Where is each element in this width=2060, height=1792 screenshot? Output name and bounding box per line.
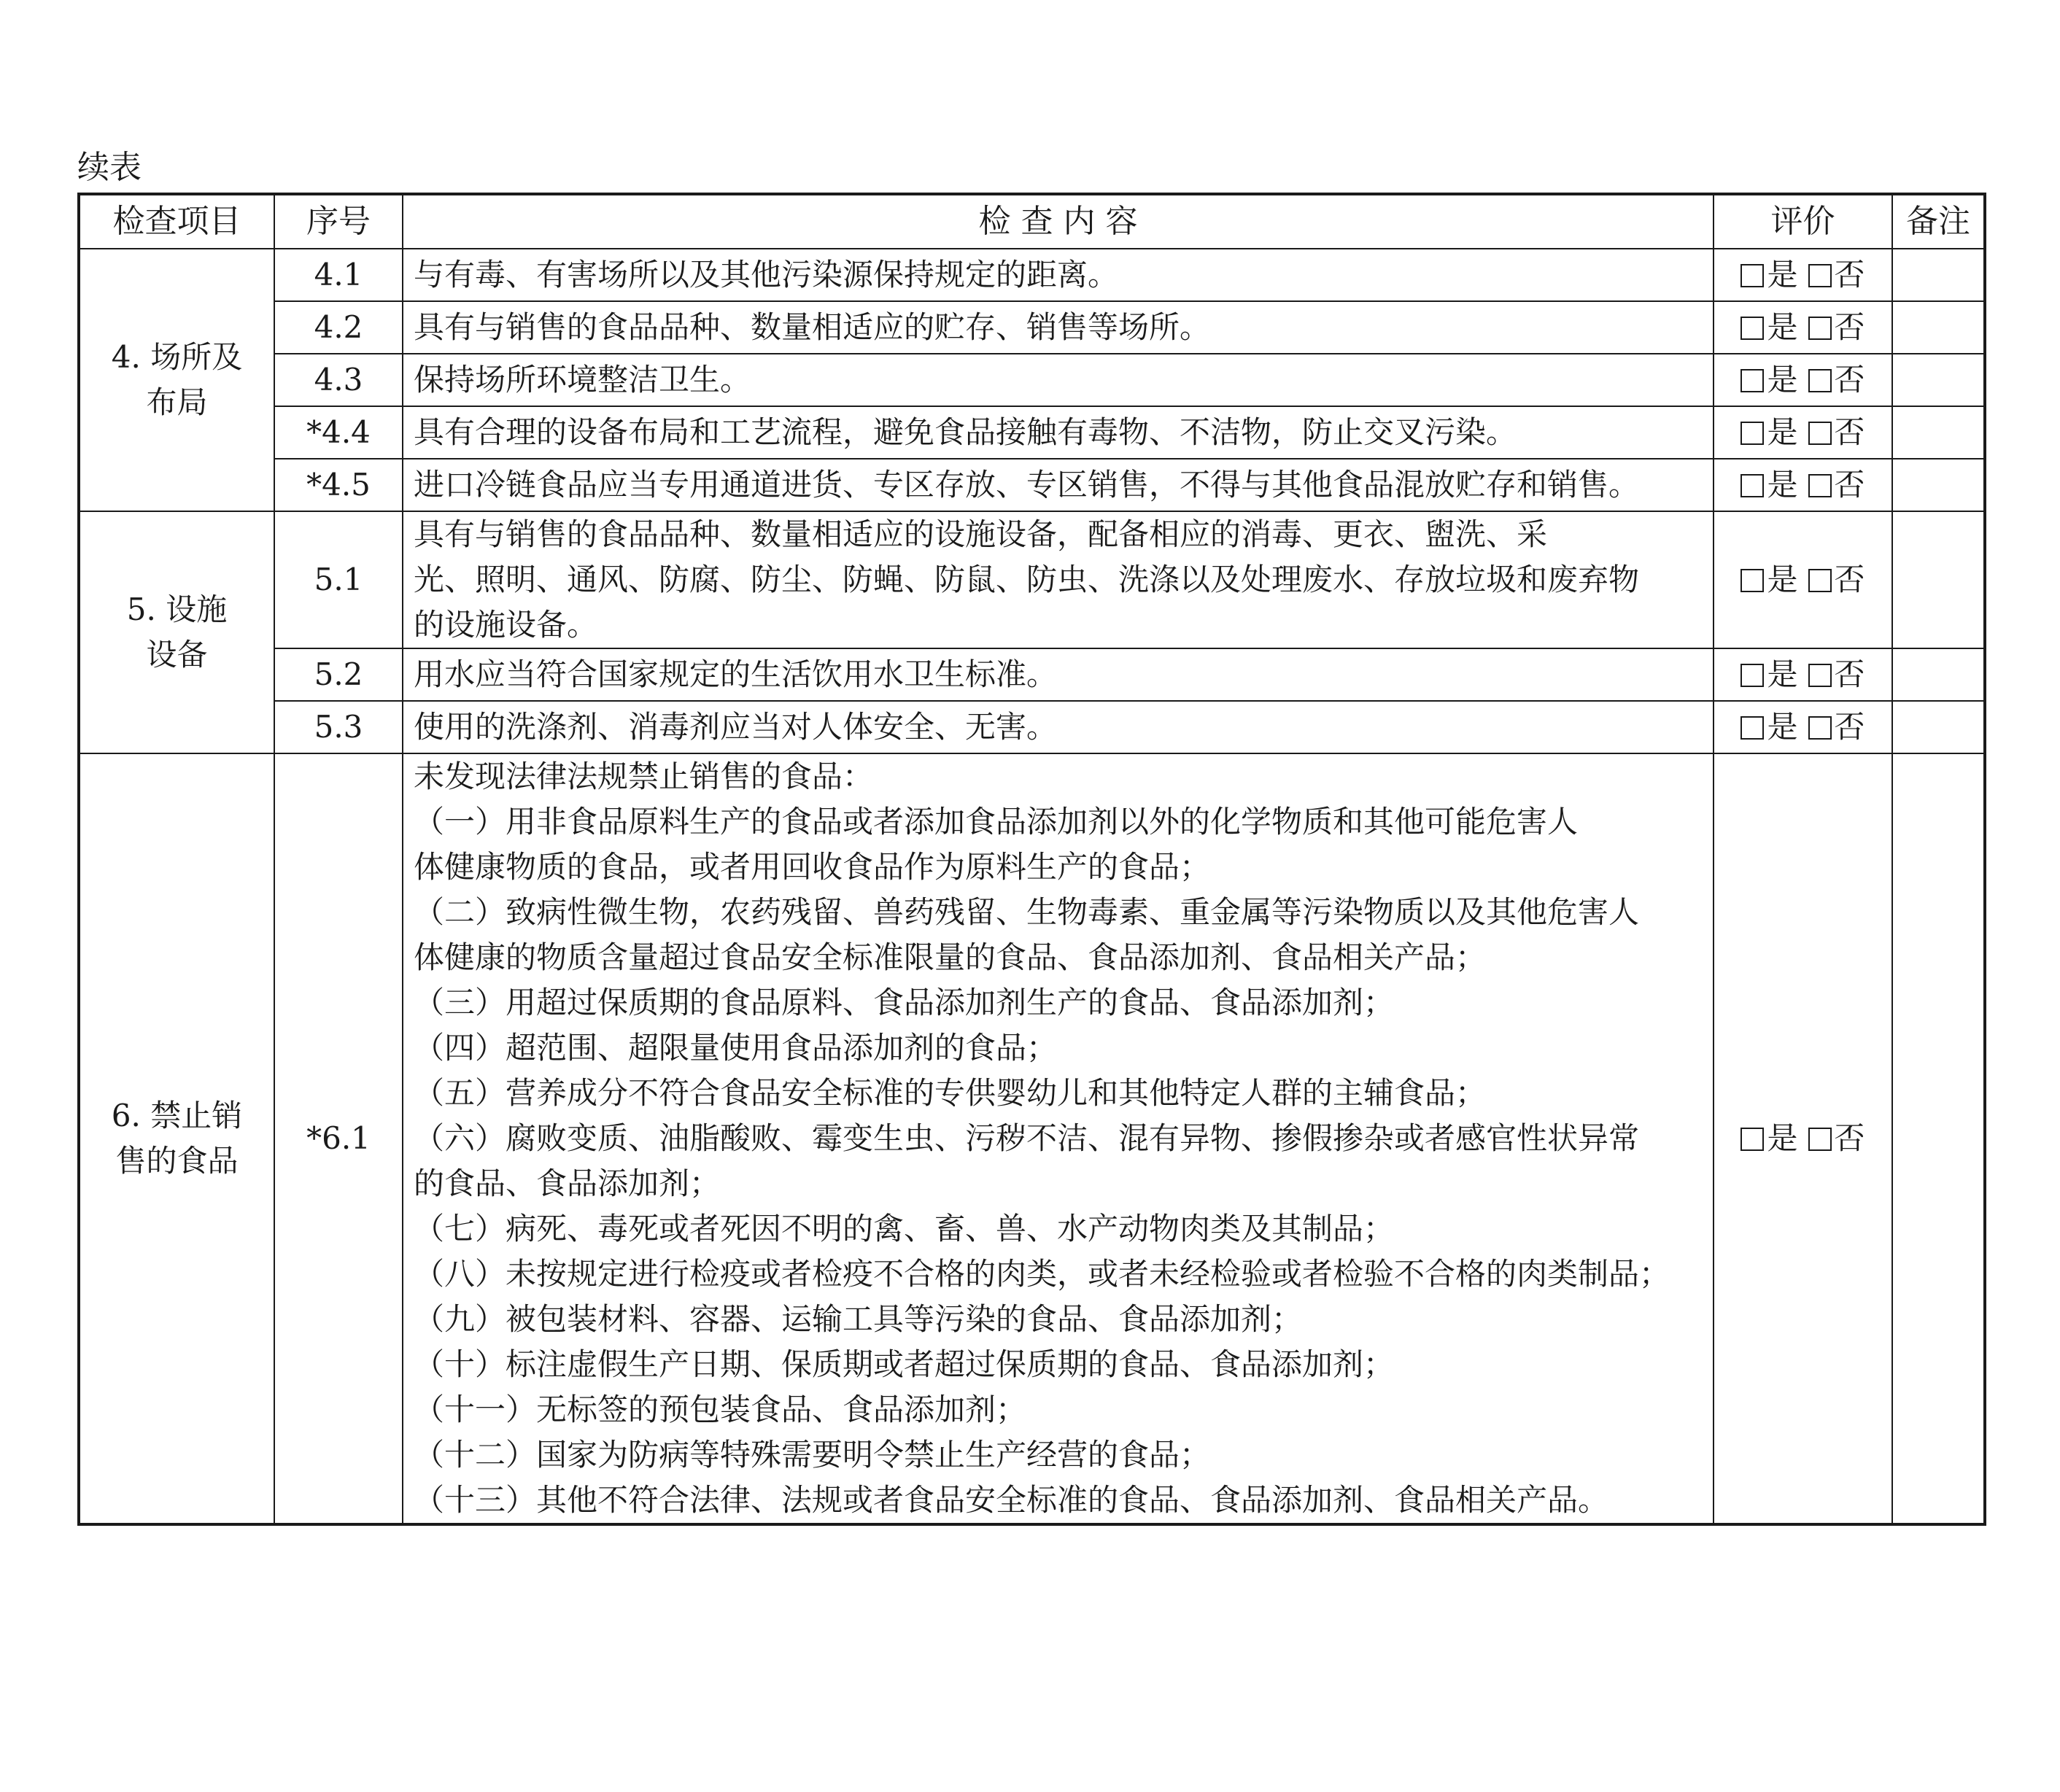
table-row [79, 249, 1985, 301]
header-number: 序号 [274, 194, 403, 249]
category-label: 6. 禁止销 [111, 1098, 243, 1133]
table-row [79, 301, 1985, 354]
no-label: 否 [1834, 562, 1865, 597]
table-row [79, 511, 1985, 648]
item-number: 5.3 [274, 701, 403, 753]
category-label: 售的食品 [115, 1143, 239, 1179]
yes-option[interactable] [1740, 357, 1797, 403]
table-row [79, 648, 1985, 701]
no-checkbox[interactable] [1808, 474, 1832, 497]
no-option[interactable] [1808, 252, 1865, 298]
item-number: 5.1 [274, 511, 403, 648]
remark-cell[interactable] [1892, 753, 1985, 1524]
yes-option[interactable] [1740, 462, 1797, 508]
yes-label: 是 [1767, 257, 1798, 292]
item-content [403, 511, 1714, 648]
item-content [403, 459, 1714, 511]
content-line: 体健康物质的食品，或者用回收食品作为原料生产的食品； [414, 849, 1211, 885]
no-checkbox[interactable] [1808, 317, 1832, 340]
item-content [403, 301, 1714, 354]
category-cell [79, 249, 274, 511]
item-content [403, 354, 1714, 406]
no-label: 否 [1834, 709, 1865, 745]
content-line: （五）营养成分不符合食品安全标准的专供婴幼儿和其他特定人群的主辅食品； [414, 1075, 1487, 1111]
no-option[interactable] [1808, 410, 1865, 455]
no-checkbox[interactable] [1808, 664, 1832, 687]
header-category: 检查项目 [79, 194, 274, 249]
category-label: 设备 [146, 637, 208, 672]
item-number: 5.2 [274, 648, 403, 701]
evaluation-cell [1714, 301, 1892, 354]
yes-checkbox[interactable] [1740, 422, 1764, 445]
item-number: 4.1 [274, 249, 403, 301]
yes-label: 是 [1767, 709, 1798, 745]
header-remark: 备注 [1892, 194, 1985, 249]
no-label: 否 [1834, 309, 1865, 345]
remark-cell[interactable] [1892, 406, 1985, 459]
item-number: *4.5 [274, 459, 403, 511]
inspection-table [77, 193, 1986, 1526]
content-line: （十一）无标签的预包装食品、食品添加剂； [414, 1392, 1027, 1427]
yes-option[interactable] [1740, 652, 1797, 697]
item-content [403, 701, 1714, 753]
content-line: 保持场所环境整洁卫生。 [414, 362, 751, 397]
yes-checkbox[interactable] [1740, 569, 1764, 592]
table-header-row [79, 194, 1985, 249]
item-content [403, 406, 1714, 459]
content-line: （三）用超过保质期的食品原料、食品添加剂生产的食品、食品添加剂； [414, 985, 1395, 1020]
content-line: 用水应当符合国家规定的生活饮用水卫生标准。 [414, 656, 1058, 692]
yes-checkbox[interactable] [1740, 474, 1764, 497]
content-line: 具有与销售的食品品种、数量相适应的贮存、销售等场所。 [414, 309, 1211, 345]
content-line: 光、照明、通风、防腐、防尘、防蝇、防鼠、防虫、洗涤以及处理废水、存放垃圾和废弃物 [414, 562, 1640, 597]
yes-option[interactable] [1740, 252, 1797, 298]
evaluation-cell [1714, 701, 1892, 753]
no-option[interactable] [1808, 305, 1865, 350]
remark-cell[interactable] [1892, 701, 1985, 753]
content-line: （十三）其他不符合法律、法规或者食品安全标准的食品、食品添加剂、食品相关产品。 [414, 1482, 1609, 1518]
evaluation-cell [1714, 753, 1892, 1524]
evaluation-cell [1714, 459, 1892, 511]
content-line: 使用的洗涤剂、消毒剂应当对人体安全、无害。 [414, 709, 1058, 745]
no-option[interactable] [1808, 1116, 1865, 1161]
no-checkbox[interactable] [1808, 264, 1832, 287]
yes-checkbox[interactable] [1740, 369, 1764, 392]
no-checkbox[interactable] [1808, 369, 1832, 392]
no-label: 否 [1834, 257, 1865, 292]
no-checkbox[interactable] [1808, 569, 1832, 592]
no-checkbox[interactable] [1808, 1128, 1832, 1151]
evaluation-cell [1714, 511, 1892, 648]
no-option[interactable] [1808, 705, 1865, 750]
yes-checkbox[interactable] [1740, 664, 1764, 687]
yes-checkbox[interactable] [1740, 716, 1764, 740]
table-row [79, 459, 1985, 511]
yes-option[interactable] [1740, 1116, 1797, 1161]
category-label: 5. 设施 [126, 591, 228, 627]
table-row [79, 753, 1985, 1524]
no-label: 否 [1834, 1120, 1865, 1156]
content-line: 具有与销售的食品品种、数量相适应的设施设备，配备相应的消毒、更衣、盥洗、采 [414, 516, 1548, 552]
content-line: （二）致病性微生物，农药残留、兽药残留、生物毒素、重金属等污染物质以及其他危害人 [414, 894, 1640, 930]
header-evaluation: 评价 [1714, 194, 1892, 249]
content-line: 未发现法律法规禁止销售的食品： [414, 759, 874, 794]
content-line: 体健康的物质含量超过食品安全标准限量的食品、食品添加剂、食品相关产品； [414, 939, 1487, 975]
no-option[interactable] [1808, 357, 1865, 403]
no-option[interactable] [1808, 652, 1865, 697]
table-row [79, 354, 1985, 406]
yes-option[interactable] [1740, 410, 1797, 455]
remark-cell[interactable] [1892, 249, 1985, 301]
no-label: 否 [1834, 414, 1865, 450]
table-row [79, 701, 1985, 753]
yes-label: 是 [1767, 362, 1798, 397]
yes-label: 是 [1767, 467, 1798, 503]
yes-checkbox[interactable] [1740, 317, 1764, 340]
content-line: 与有毒、有害场所以及其他污染源保持规定的距离。 [414, 257, 1119, 292]
remark-cell[interactable] [1892, 648, 1985, 701]
yes-label: 是 [1767, 656, 1798, 692]
content-line: 具有合理的设备布局和工艺流程，避免食品接触有毒物、不洁物，防止交叉污染。 [414, 414, 1517, 450]
table-row [79, 406, 1985, 459]
no-checkbox[interactable] [1808, 422, 1832, 445]
content-line: （九）被包装材料、容器、运输工具等污染的食品、食品添加剂； [414, 1301, 1303, 1337]
yes-label: 是 [1767, 309, 1798, 345]
remark-cell[interactable] [1892, 301, 1985, 354]
content-line: （十）标注虚假生产日期、保质期或者超过保质期的食品、食品添加剂； [414, 1346, 1395, 1382]
content-line: 的设施设备。 [414, 607, 598, 643]
item-content [403, 648, 1714, 701]
category-cell [79, 753, 274, 1524]
remark-cell[interactable] [1892, 354, 1985, 406]
yes-option[interactable] [1740, 705, 1797, 750]
evaluation-cell [1714, 648, 1892, 701]
remark-cell[interactable] [1892, 511, 1985, 648]
yes-option[interactable] [1740, 557, 1797, 602]
item-number: 4.2 [274, 301, 403, 354]
table-caption: 续表 [77, 149, 142, 186]
category-label: 布局 [146, 384, 208, 420]
item-content [403, 753, 1714, 1524]
no-label: 否 [1834, 467, 1865, 503]
yes-checkbox[interactable] [1740, 264, 1764, 287]
yes-label: 是 [1767, 1120, 1798, 1156]
item-number: *6.1 [274, 753, 403, 1524]
item-number: *4.4 [274, 406, 403, 459]
yes-label: 是 [1767, 562, 1798, 597]
item-content [403, 249, 1714, 301]
evaluation-cell [1714, 406, 1892, 459]
no-label: 否 [1834, 656, 1865, 692]
category-label: 4. 场所及 [111, 339, 243, 375]
item-number: 4.3 [274, 354, 403, 406]
remark-cell[interactable] [1892, 459, 1985, 511]
header-content: 检 查 内 容 [403, 194, 1714, 249]
content-line: （十二）国家为防病等特殊需要明令禁止生产经营的食品； [414, 1437, 1211, 1473]
content-line: 的食品、食品添加剂； [414, 1165, 721, 1201]
content-line: （六）腐败变质、油脂酸败、霉变生虫、污秽不洁、混有异物、掺假掺杂或者感官性状异常 [414, 1120, 1640, 1156]
evaluation-cell [1714, 354, 1892, 406]
no-checkbox[interactable] [1808, 716, 1832, 740]
evaluation-cell [1714, 249, 1892, 301]
yes-checkbox[interactable] [1740, 1128, 1764, 1151]
no-option[interactable] [1808, 557, 1865, 602]
content-line: （四）超范围、超限量使用食品添加剂的食品； [414, 1030, 1058, 1066]
category-cell [79, 511, 274, 753]
yes-option[interactable] [1740, 305, 1797, 350]
content-line: 进口冷链食品应当专用通道进货、专区存放、专区销售，不得与其他食品混放贮存和销售。 [414, 467, 1640, 503]
content-line: （八）未按规定进行检疫或者检疫不合格的肉类，或者未经检验或者检验不合格的肉类制品； [414, 1256, 1670, 1292]
no-option[interactable] [1808, 462, 1865, 508]
no-label: 否 [1834, 362, 1865, 397]
content-line: （七）病死、毒死或者死因不明的禽、畜、兽、水产动物肉类及其制品； [414, 1211, 1395, 1246]
content-line: （一）用非食品原料生产的食品或者添加食品添加剂以外的化学物质和其他可能危害人 [414, 804, 1579, 839]
yes-label: 是 [1767, 414, 1798, 450]
